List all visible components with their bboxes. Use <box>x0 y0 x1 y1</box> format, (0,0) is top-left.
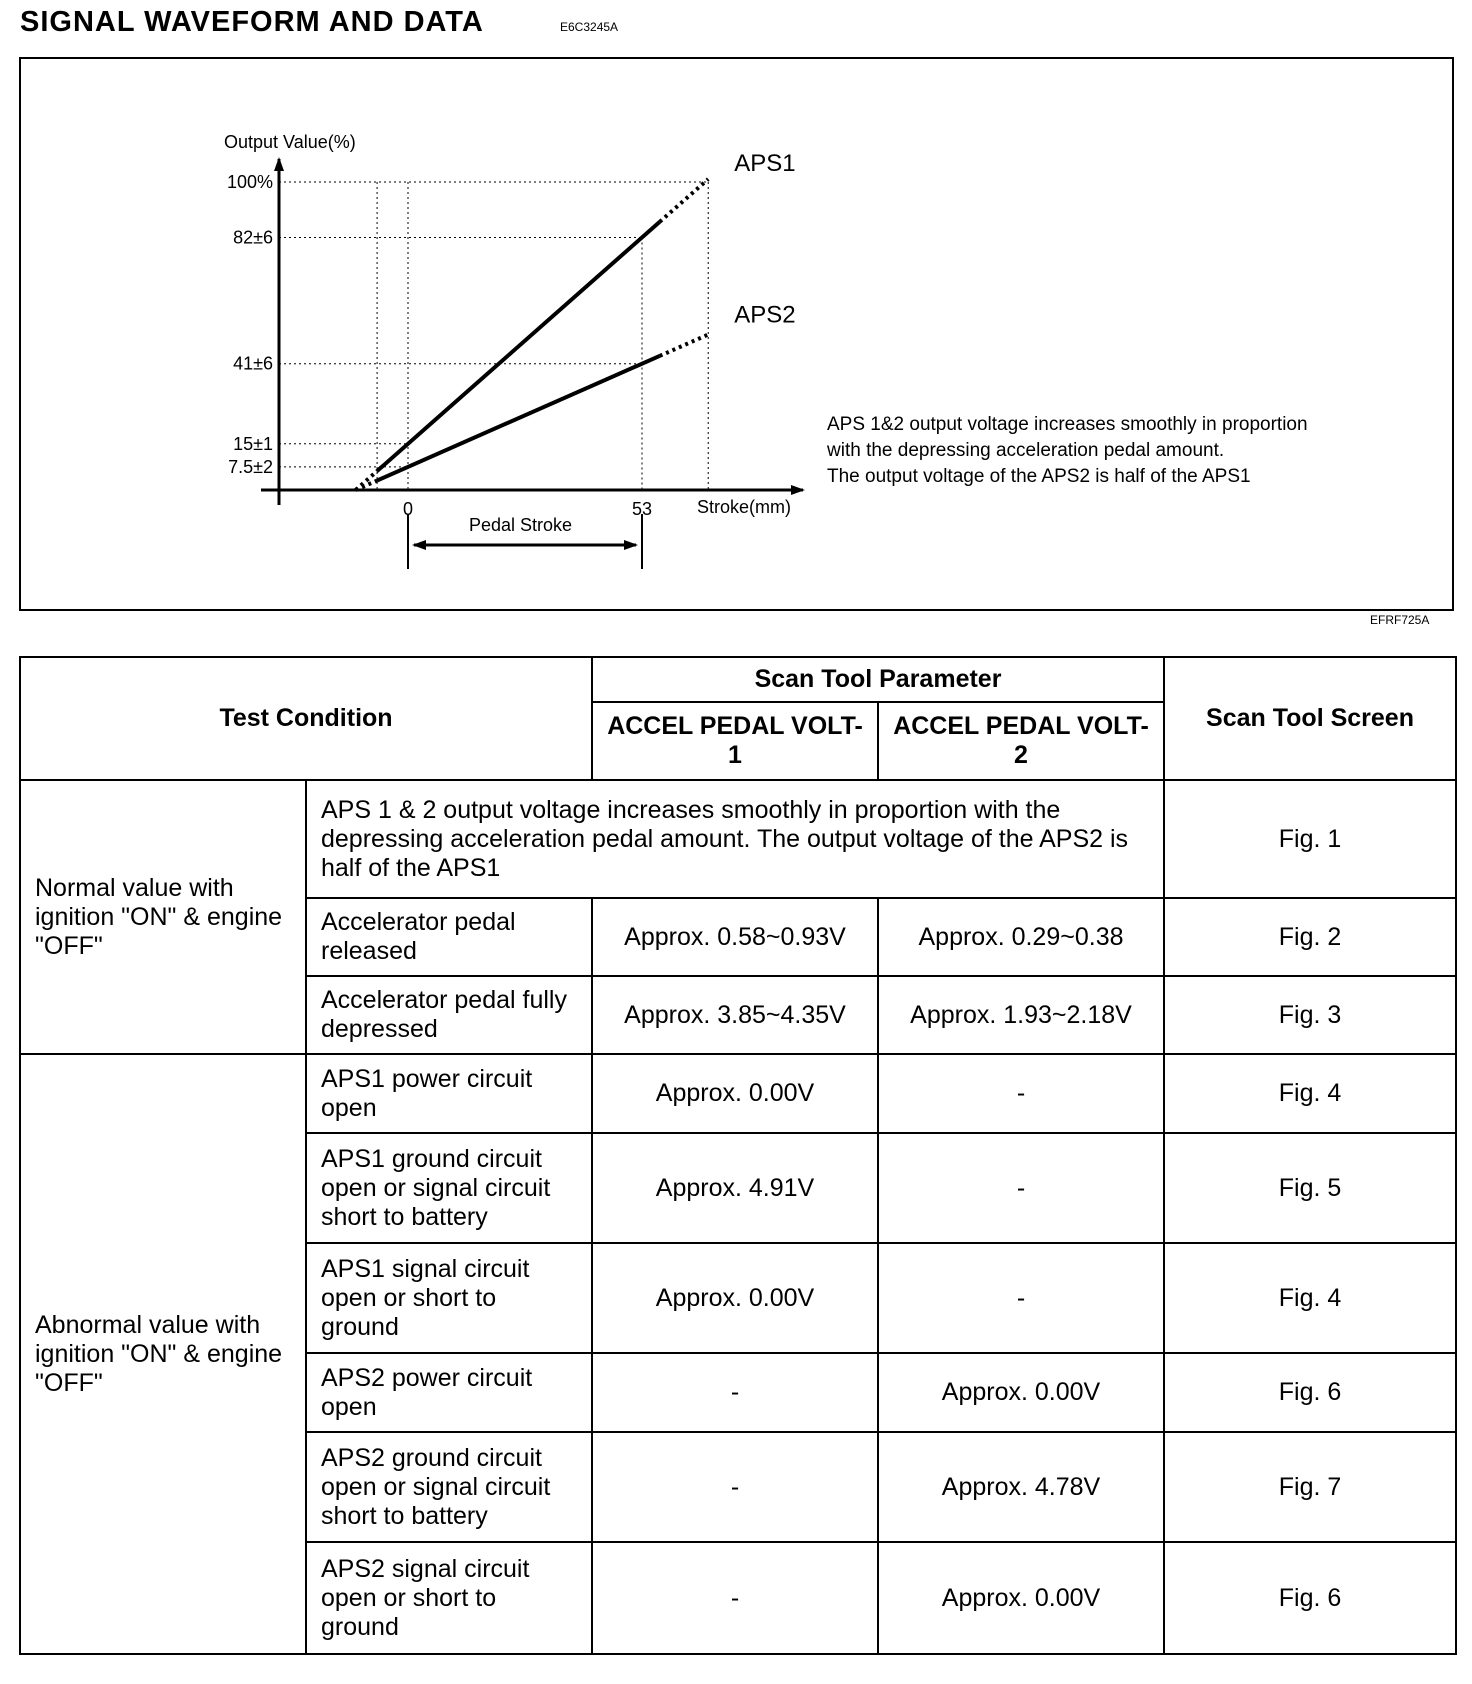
volt-2-cell: Approx. 0.29~0.38 <box>878 898 1164 976</box>
header-scan-tool-parameter: Scan Tool Parameter <box>592 657 1164 702</box>
series-extension-high <box>660 179 709 222</box>
group-label: Normal value with ignition "ON" & engine "OFF" <box>20 780 306 1054</box>
volt-2-cell: Approx. 0.00V <box>878 1542 1164 1654</box>
condition-cell: Accelerator pedal fully depressed <box>306 976 592 1054</box>
note-line: APS 1&2 output voltage increases smoothly in proportion <box>827 414 1308 435</box>
waveform-figure <box>19 57 1454 611</box>
screen-cell: Fig. 4 <box>1164 1243 1456 1353</box>
note-line: The output voltage of the APS2 is half of the APS1 <box>827 466 1251 487</box>
series-line-aps1 <box>377 222 660 471</box>
screen-cell: Fig. 6 <box>1164 1542 1456 1654</box>
screen-cell: Fig. 2 <box>1164 898 1456 976</box>
screen-cell: Fig. 4 <box>1164 1054 1456 1133</box>
header-volt-1: ACCEL PEDAL VOLT-1 <box>592 702 878 780</box>
screen-cell: Fig. 1 <box>1164 780 1456 898</box>
volt-1-cell: - <box>592 1353 878 1432</box>
gridlines <box>279 182 708 490</box>
series-lines <box>356 150 796 490</box>
volt-1-cell: Approx. 0.00V <box>592 1243 878 1353</box>
condition-cell: APS2 ground circuit open or signal circuit short to battery <box>306 1432 592 1542</box>
volt-1-cell: - <box>592 1432 878 1542</box>
screen-cell: Fig. 7 <box>1164 1432 1456 1542</box>
table-row <box>20 1054 1456 1133</box>
y-tick-label: 7.5±2 <box>228 456 273 477</box>
condition-cell: APS2 power circuit open <box>306 1353 592 1432</box>
series-extension-low <box>356 471 377 490</box>
volt-1-cell: Approx. 0.58~0.93V <box>592 898 878 976</box>
volt-2-cell: Approx. 0.00V <box>878 1353 1164 1432</box>
series-line-aps2 <box>377 356 660 481</box>
condition-cell: APS1 power circuit open <box>306 1054 592 1133</box>
x-axis-label: Stroke(mm) <box>697 497 791 517</box>
y-axis-label: Output Value(%) <box>224 132 356 152</box>
figure-note <box>827 412 1308 490</box>
condition-cell: APS1 signal circuit open or short to ground <box>306 1243 592 1353</box>
header-scan-tool-screen: Scan Tool Screen <box>1164 657 1456 780</box>
x-tick-label: 53 <box>631 499 653 519</box>
volt-2-cell: - <box>878 1133 1164 1243</box>
y-tick-labels <box>227 172 273 477</box>
title-code: E6C3245A <box>560 20 619 34</box>
volt-2-cell: Approx. 1.93~2.18V <box>878 976 1164 1054</box>
page-title: SIGNAL WAVEFORM AND DATA <box>20 6 484 38</box>
volt-1-cell: Approx. 0.00V <box>592 1054 878 1133</box>
figure-code: EFRF725A <box>1370 613 1430 627</box>
volt-2-cell: Approx. 4.78V <box>878 1432 1164 1542</box>
x-tick-label: 0 <box>402 499 414 519</box>
screen-cell: Fig. 6 <box>1164 1353 1456 1432</box>
table-row <box>20 780 1456 898</box>
series-label: APS1 <box>734 150 796 178</box>
y-tick-label: 41±6 <box>233 353 273 374</box>
y-tick-label: 15±1 <box>233 433 273 454</box>
volt-2-cell: - <box>878 1054 1164 1133</box>
series-label: APS2 <box>734 301 796 329</box>
header-volt-2: ACCEL PEDAL VOLT-2 <box>878 702 1164 780</box>
volt-1-cell: Approx. 3.85~4.35V <box>592 976 878 1054</box>
condition-cell: APS1 ground circuit open or signal circuit short to battery <box>306 1133 592 1243</box>
volt-2-cell: - <box>878 1243 1164 1353</box>
screen-cell: Fig. 5 <box>1164 1133 1456 1243</box>
y-tick-label: 100% <box>226 172 273 192</box>
note-line: with the depressing acceleration pedal amount. <box>827 440 1225 461</box>
screen-cell: Fig. 3 <box>1164 976 1456 1054</box>
y-tick-label: 82±6 <box>233 227 273 248</box>
header-test-condition: Test Condition <box>20 657 592 780</box>
condition-cell: APS 1 & 2 output voltage increases smoothly in proportion with the depressing acceleration pedal amount. The output voltage of the APS2 is half of the APS1 <box>306 780 1164 898</box>
condition-cell: APS2 signal circuit open or short to ground <box>306 1542 592 1654</box>
condition-cell: Accelerator pedal released <box>306 898 592 976</box>
pedal-stroke-label: Pedal Stroke <box>469 515 573 535</box>
series-extension-high <box>660 335 709 356</box>
group-label: Abnormal value with ignition "ON" & engine "OFF" <box>20 1054 306 1654</box>
volt-1-cell: Approx. 4.91V <box>592 1133 878 1243</box>
volt-1-cell: - <box>592 1542 878 1654</box>
waveform-chart <box>21 59 1452 609</box>
spec-table <box>19 656 1457 1655</box>
